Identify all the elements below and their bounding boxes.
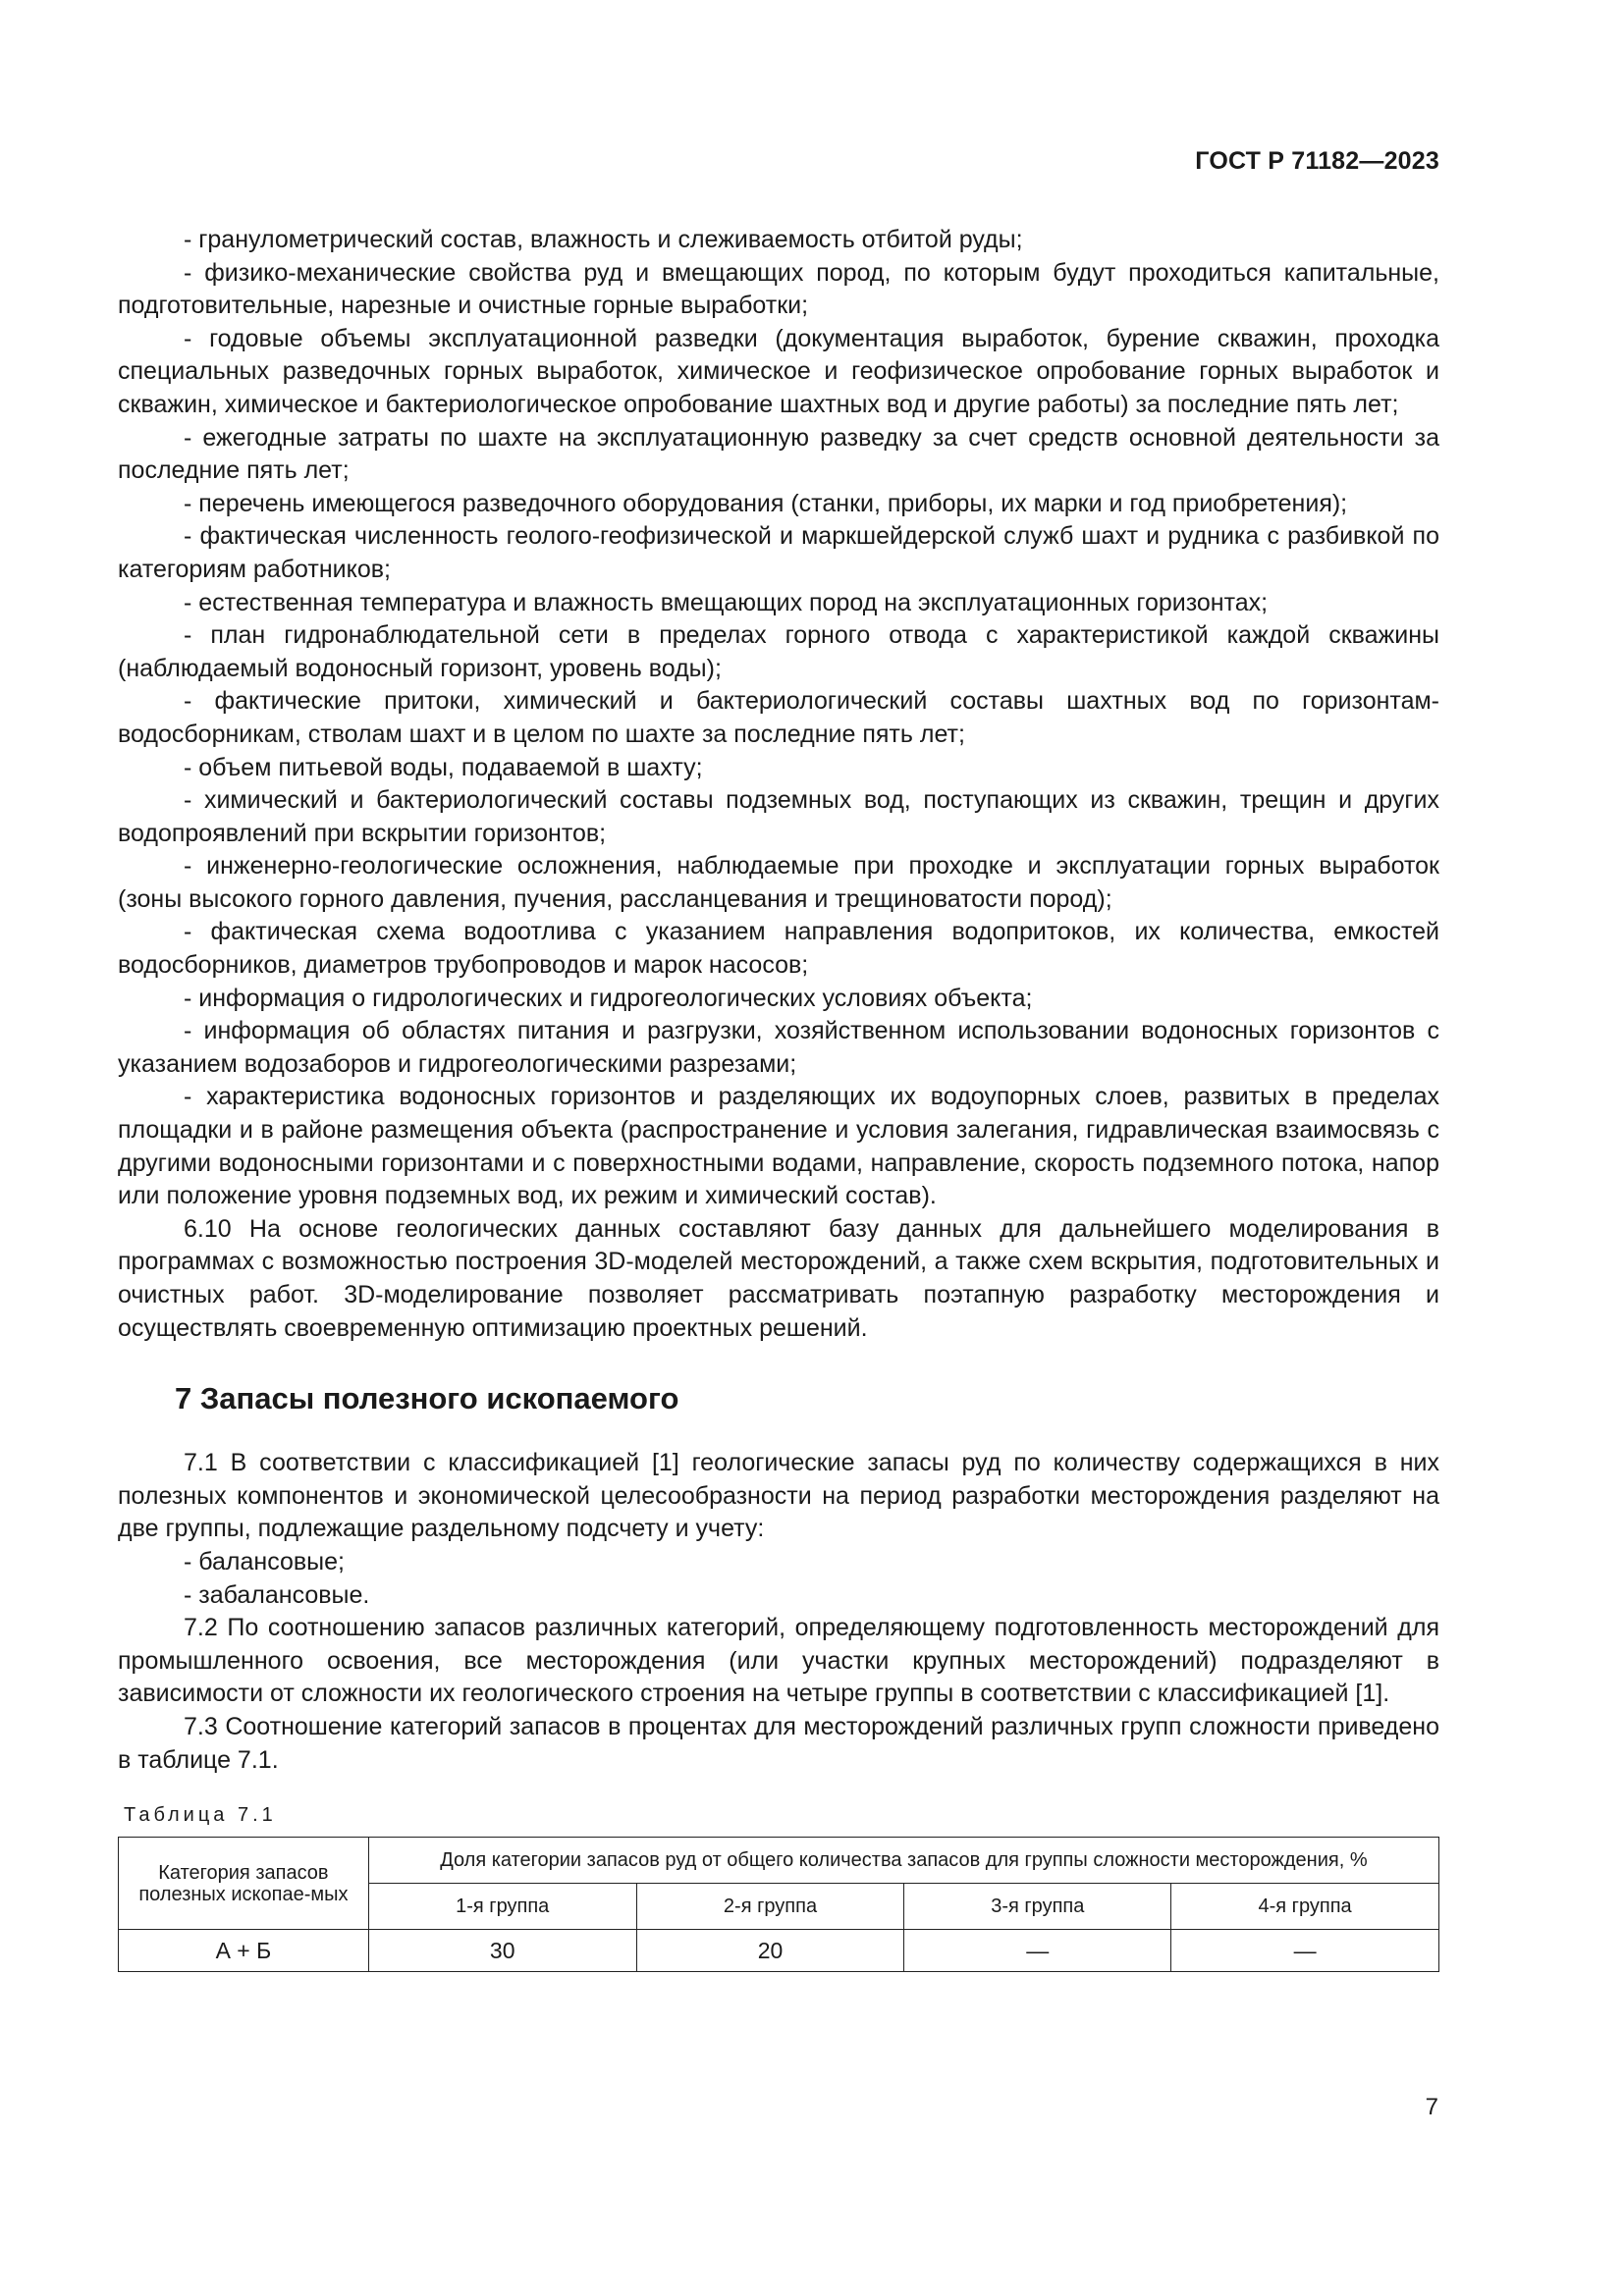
list-item: - балансовые; [184,1547,346,1575]
list-item: - перечень имеющегося разведочного оборудования (станки, приборы, их марки и год приобретения); [184,489,1348,517]
list-item: - годовые объемы эксплуатационной разведки (документация выработок, бурение скважин, проходка специальных разведочных горных выработок, химическое и геофизическое опробование горных выработок и скважин, химическое и бактериологическое опробование шахтных вод и другие работы) за последние пять лет; [118,324,1439,418]
table-cell: 20 [636,1930,904,1972]
page-number: 7 [1425,2094,1438,2120]
table-cell: — [904,1930,1171,1972]
table-row [119,1930,1439,1972]
list-item: - информация о гидрологических и гидрогеологических условиях объекта; [184,984,1033,1012]
list-item: - инженерно-геологические осложнения, наблюдаемые при проходке и эксплуатации горных выработок (зоны высокого горного давления, пучения, рассланцевания и трещиноватости пород); [118,852,1439,913]
table-header-group-4: 4-я группа [1171,1884,1439,1930]
table-cell: 30 [368,1930,636,1972]
list-item: - фактическая схема водоотлива с указанием направления водопритоков, их количества, емкостей водосборников, диаметров трубопроводов и марок насосов; [118,918,1439,980]
list-item: - ежегодные затраты по шахте на эксплуатационную разведку за счет средств основной деятельности за последние пять лет; [118,423,1439,485]
table-header-group-1: 1-я группа [368,1884,636,1930]
paragraph-6-10: 6.10 На основе геологических данных составляют базу данных для дальнейшего моделирования в программах с возможностью построения 3D-моделей месторождений, а также схем вскрытия, подготовительных и очистных работ. 3D-моделирование позволяет рассматривать поэтапную разработку месторождения и осуществлять своевременную оптимизацию проектных решений. [118,1214,1439,1342]
list-item: - информация об областях питания и разгрузки, хозяйственном использовании водоносных горизонтов с указанием водозаборов и гидрогеологическими разрезами; [118,1017,1439,1078]
list-item: - объем питьевой воды, подаваемой в шахту; [184,753,703,781]
list-item: - фактические притоки, химический и бактериологический составы шахтных вод по горизонтам-водосборникам, стволам шахт и в целом по шахте за последние пять лет; [118,687,1439,748]
list-item: - естественная температура и влажность вмещающих пород на эксплуатационных горизонтах; [184,588,1269,616]
list-item: - химический и бактериологический составы подземных вод, поступающих из скважин, трещин и других водопроявлений при вскрытии горизонтов; [118,786,1439,847]
table-cell: — [1171,1930,1439,1972]
list-item: - физико-механические свойства руд и вмещающих пород, по которым будут проходиться капитальные, подготовительные, нарезные и очистные горные выработки; [118,258,1439,320]
section-heading: 7 Запасы полезного ископаемого [175,1381,679,1416]
paragraph-7-1: 7.1 В соответствии с классификацией [1] геологические запасы руд по количеству содержащихся в них полезных компонентов и экономической целесообразности на период разработки месторождения разделяют на две группы, подлежащие раздельному подсчету и учету: [118,1449,1439,1543]
paragraph-7-2: 7.2 По соотношению запасов различных категорий, определяющему подготовленность месторождений для промышленного освоения, все месторождения (или участки крупных месторождений) подразделяют в зависимости от сложности их геологического строения на четыре группы в соответствии с классификацией [1]. [118,1614,1439,1708]
table-header-category: Категория запасов полезных ископае-мых [119,1838,369,1930]
list-item: - гранулометрический состав, влажность и слеживаемость отбитой руды; [184,226,1023,253]
table-header-group-2: 2-я группа [636,1884,904,1930]
document-code: ГОСТ Р 71182—2023 [1195,147,1439,175]
table-cell-category: А + Б [119,1930,369,1972]
list-item: - фактическая численность геолого-геофизической и маркшейдерской служб шахт и рудника с разбивкой по категориям работников; [118,522,1439,583]
table-caption: Таблица 7.1 [124,1804,277,1827]
page-content [118,224,1439,1972]
table-header-share: Доля категории запасов руд от общего количества запасов для группы сложности месторождения, % [368,1838,1438,1884]
paragraph-7-3: 7.3 Соотношение категорий запасов в процентах для месторождений различных групп сложности приведено в таблице 7.1. [118,1712,1439,1774]
list-item: - план гидронаблюдательной сети в пределах горного отвода с характеристикой каждой скважины (наблюдаемый водоносный горизонт, уровень воды); [118,621,1439,682]
table-7-1 [118,1837,1439,1972]
list-item: - забалансовые. [184,1580,370,1609]
list-item: - характеристика водоносных горизонтов и разделяющих их водоупорных слоев, развитых в пределах площадки и в районе размещения объекта (распространение и условия залегания, гидравлическая взаимосвязь с другими водоносными горизонтами и с поверхностными водами, направление, скорость подземного потока, напор или положение уровня подземных вод, их режим и химический состав). [118,1083,1439,1210]
table-header-group-3: 3-я группа [904,1884,1171,1930]
